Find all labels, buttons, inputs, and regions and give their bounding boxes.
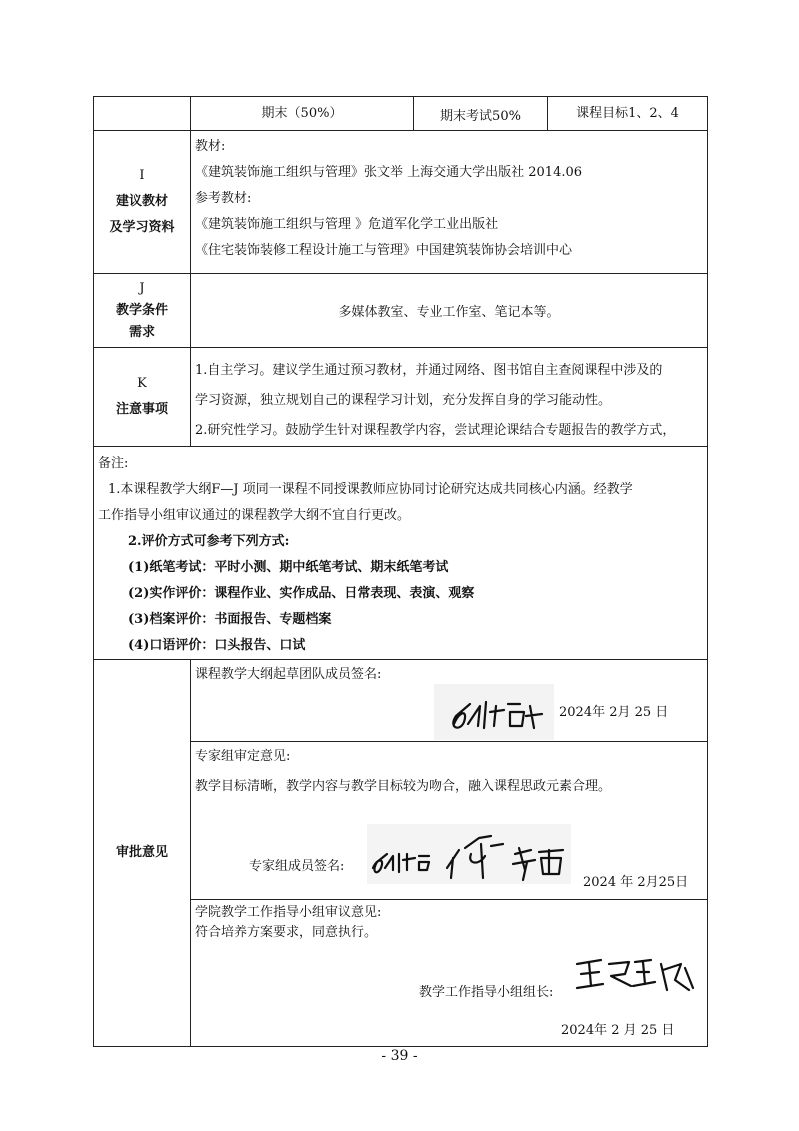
remarks-item1-line1: 1.本课程教学大纲F—J 项同一课程不同授课教师应协同讨论研究达成共同核心内涵。经教学 [108, 482, 633, 497]
remarks-row [94, 447, 708, 660]
materials-label-line2: 及学习资料 [109, 220, 175, 235]
expert-opinion: 教学目标清晰，教学内容与教学目标较为吻合，融入课程思政元素合理。 [195, 779, 612, 794]
page-number: - 39 - [381, 1048, 418, 1064]
remarks-sub3: (3)档案评价：书面报告、专题档案 [128, 612, 332, 627]
materials-label [94, 131, 191, 274]
college-opinion: 符合培养方案要求，同意执行。 [195, 925, 378, 940]
materials-label-line1: 建议教材 [115, 194, 168, 209]
expert-date: 2024 年 2月25日 [583, 875, 689, 890]
assessment-exam: 期末考试50% [414, 97, 548, 131]
remarks-sub2: (2)实作评价：课程作业、实作成品、日常表现、表演、观察 [128, 586, 475, 601]
assessment-period: 期末（50%） [191, 97, 414, 131]
materials-line2: 《建筑装饰施工组织与管理》张文举 上海交通大学出版社 2014.06 [195, 165, 583, 180]
notes-line3: 2.研究性学习。鼓励学生针对课程教学内容，尝试理论课结合专题报告的教学方式， [195, 423, 676, 438]
notes-line2: 学习资源，独立规划自己的课程学习计划，充分发挥自身的学习能动性。 [195, 393, 612, 408]
approval-label: 审批意见 [94, 660, 191, 1047]
approval-draft-row [94, 660, 708, 742]
remarks-item1-line2: 工作指导小组审议通过的课程教学大纲不宜自行更改。 [98, 508, 411, 523]
conditions-text: 多媒体教室、专业工作室、笔记本等。 [191, 274, 708, 348]
conditions-label-line1: 教学条件 [115, 302, 168, 318]
draft-cell [191, 660, 708, 742]
notes-label [94, 348, 191, 447]
notes-letter: K [137, 376, 147, 391]
assessment-row [94, 97, 708, 131]
draft-signature-image [434, 684, 554, 740]
materials-line1: 教材: [195, 139, 226, 154]
notes-content [191, 348, 708, 447]
remarks-title: 备注: [98, 456, 129, 471]
draft-title: 课程教学大纲起草团队成员签名: [195, 667, 382, 682]
remarks-content [94, 447, 708, 660]
expert-signatures-image [367, 824, 571, 884]
materials-row [94, 131, 708, 274]
syllabus-table [93, 96, 708, 1047]
college-date: 2024年 2 月 25 日 [561, 1023, 675, 1038]
conditions-letter: J [139, 280, 145, 296]
conditions-row [94, 274, 708, 348]
conditions-label-line2: 需求 [128, 324, 155, 340]
college-signature-image [571, 950, 701, 1000]
college-title: 学院教学工作指导小组审议意见: [195, 905, 382, 920]
materials-line4: 《建筑装饰施工组织与管理 》危道军化学工业出版社 [195, 217, 499, 232]
assessment-goal: 课程目标1、2、4 [548, 97, 708, 131]
remarks-sub1: (1)纸笔考试：平时小测、期中纸笔考试、期末纸笔考试 [128, 560, 449, 575]
notes-label-line1: 注意事项 [115, 402, 168, 417]
draft-date: 2024年 2月 25 日 [559, 705, 669, 720]
expert-cell [191, 742, 708, 900]
materials-line5: 《住宅装饰装修工程设计施工与管理》中国建筑装饰协会培训中心 [195, 243, 573, 258]
empty-cell [94, 97, 191, 131]
expert-sign-label: 专家组成员签名: [249, 859, 345, 874]
notes-row [94, 348, 708, 447]
expert-title: 专家组审定意见: [195, 749, 291, 764]
materials-letter: I [139, 168, 145, 183]
materials-line3: 参考教材: [195, 191, 252, 206]
materials-content [191, 131, 708, 274]
remarks-item2: 2.评价方式可参考下列方式: [128, 534, 290, 549]
notes-line1: 1.自主学习。建议学生通过预习教材，并通过网络、图书馆自主查阅课程中涉及的 [195, 363, 663, 378]
conditions-label [94, 274, 191, 348]
remarks-sub4: (4)口语评价：口头报告、口试 [128, 638, 306, 653]
college-leader-label: 教学工作指导小组组长: [419, 985, 554, 1000]
college-cell [191, 900, 708, 1047]
